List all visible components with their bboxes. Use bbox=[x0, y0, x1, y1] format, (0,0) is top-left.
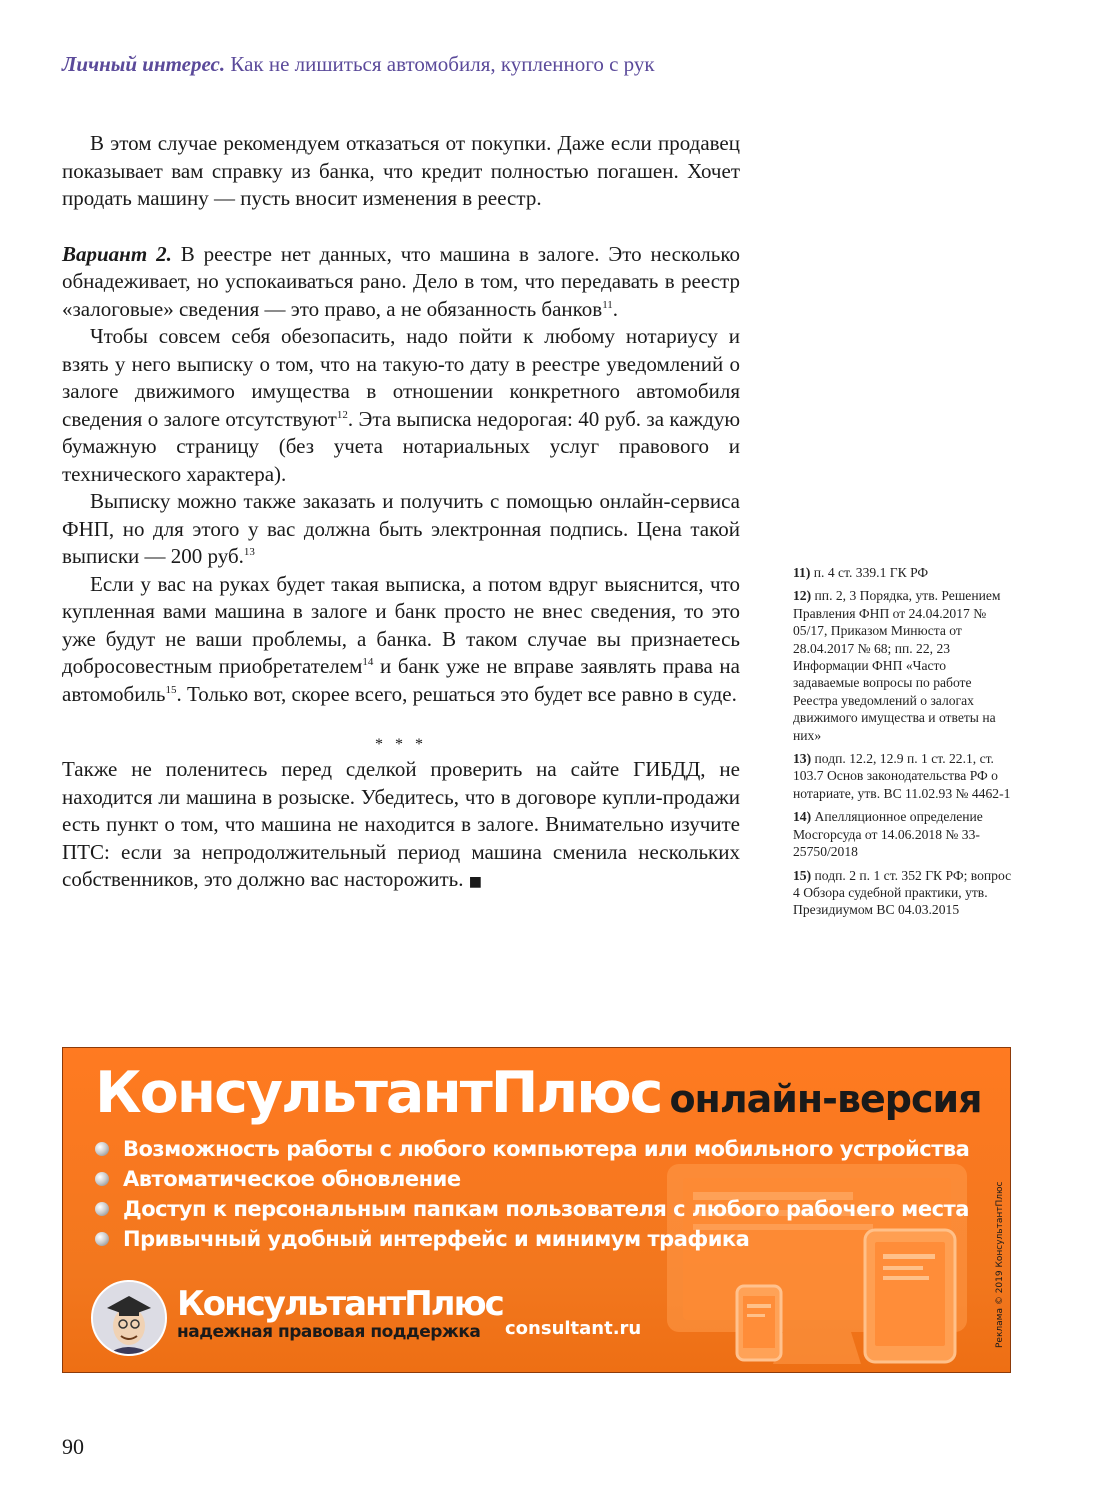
section-title: Личный интерес. bbox=[62, 52, 226, 76]
bullet-icon bbox=[95, 1142, 109, 1156]
footnote-text: пп. 2, 3 Порядка, утв. Решением Правления ФНП от 24.04.2017 № 05/17, Приказом Минюста от 28.04.2017 № 68; пп. 22, 23 Информации ФНП «Часто задаваемые вопросы по работе Реестра уведомлений о залогах движимого имущества и ответы на них» bbox=[793, 588, 1001, 743]
footnote-text: подп. 2 п. 1 ст. 352 ГК РФ; вопрос 4 Обзора судебной практики, утв. Президиумом ВС 04.03.2015 bbox=[793, 867, 1012, 918]
footnote-ref-15[interactable]: 15 bbox=[165, 683, 177, 696]
end-of-article-icon: ■ bbox=[468, 874, 482, 890]
footnote-number: 12) bbox=[793, 588, 812, 604]
paragraph-1: В этом случае рекомендуем отказаться от покупки. Даже если продавец показывает вам справку из банка, что кредит полностью погашен. Хочет продать машину — пусть вносит изменения в реестр. bbox=[62, 131, 740, 210]
footnote-number: 11) bbox=[793, 565, 811, 580]
footnote-text: подп. 12.2, 12.9 п. 1 ст. 22.1, ст. 103.7 Основ законодательства РФ о нотариате, утв. ВС 11.02.93 № 4462-1 bbox=[793, 751, 1011, 801]
ad-feature-text: Привычный удобный интерфейс и минимум трафика bbox=[123, 1227, 750, 1251]
footnote-number: 14) bbox=[793, 809, 812, 825]
ad-url-link[interactable]: consultant.ru bbox=[505, 1318, 642, 1339]
professor-avatar-icon bbox=[91, 1280, 167, 1356]
ad-feature-list bbox=[95, 1134, 969, 1254]
ad-subtitle: онлайн-версия bbox=[669, 1077, 982, 1121]
footnote-14 bbox=[793, 808, 1015, 860]
footnote-number: 15) bbox=[793, 867, 812, 883]
footnote-11 bbox=[793, 564, 1015, 581]
paragraph-2-text: В реестре нет данных, что машина в залоге. Это несколько обнадеживает, но успокаиваться рано. Дело в том, что передавать в реестр «залоговые» сведения — это право, а не обязанность банков bbox=[62, 241, 741, 321]
article-body bbox=[62, 130, 740, 897]
footnote-text: Апелляционное определение Мосгорсуда от 14.06.2018 № 33-25750/2018 bbox=[793, 809, 983, 860]
bullet-icon bbox=[95, 1202, 109, 1216]
ad-logo bbox=[177, 1286, 503, 1342]
paragraph-6 bbox=[62, 756, 740, 897]
footnote-15 bbox=[793, 867, 1015, 919]
ad-feature bbox=[95, 1224, 969, 1254]
running-header bbox=[62, 52, 655, 77]
bullet-icon bbox=[95, 1172, 109, 1186]
variant-lead: Вариант 2. bbox=[62, 241, 172, 266]
paragraph-4 bbox=[62, 488, 740, 571]
paragraph-6-text: Также не поленитесь перед сделкой проверить на сайте ГИБДД, не находится ли машина в розыске. Убедитесь, что в договоре купли-продажи есть пункт о том, что машина не находится в залоге. Внимательно изучите ПТС: если за непродолжительный период машина сменила нескольких собственников, это должно вас насторожить. bbox=[62, 757, 740, 891]
ad-headline bbox=[95, 1060, 982, 1126]
footnote-ref-11[interactable]: 11 bbox=[602, 298, 613, 311]
footnote-12 bbox=[793, 587, 1015, 744]
paragraph-4-text: Выписку можно также заказать и получить с помощью онлайн-сервиса ФНП, но для этого у вас должна быть электронная подпись. Цена такой выписки — 200 руб. bbox=[62, 489, 740, 568]
ad-brand: КонсультантПлюс bbox=[95, 1060, 662, 1126]
logo-name: КонсультантПлюс bbox=[177, 1284, 503, 1324]
ad-feature-text: Доступ к персональным папкам пользователя с любого рабочего места bbox=[123, 1197, 969, 1221]
section-separator: * * * bbox=[375, 736, 427, 753]
ad-feature-text: Возможность работы с любого компьютера или мобильного устройства bbox=[123, 1137, 970, 1161]
logo-tagline: надежная правовая поддержка bbox=[177, 1322, 481, 1342]
paragraph-variant-2 bbox=[62, 241, 740, 324]
bullet-icon bbox=[95, 1232, 109, 1246]
paragraph-2-end: . bbox=[612, 296, 619, 321]
paragraph-5-text-a: Если у вас на руках будет такая выписка, а потом вдруг выяснится, что купленная вами машина в залоге и банк просто не внес сведения, то это уже будут не ваши проблемы, а банка. В таком случае вы признаетесь добросовестным приобретателем bbox=[62, 571, 740, 678]
footnote-number: 13) bbox=[793, 751, 812, 767]
footnote-ref-14[interactable]: 14 bbox=[362, 656, 374, 668]
paragraph-3 bbox=[62, 323, 740, 488]
footnote-ref-13[interactable]: 13 bbox=[243, 546, 255, 558]
ad-copyright: Реклама © 2019 КонсультантПлюс bbox=[995, 1181, 1005, 1348]
paragraph-5-text-c: . Только вот, скорее всего, решаться это будет все равно в суде. bbox=[176, 681, 737, 706]
footnote-text: п. 4 ст. 339.1 ГК РФ bbox=[813, 565, 929, 580]
paragraph-5 bbox=[62, 571, 740, 709]
ad-feature bbox=[95, 1134, 969, 1164]
section-subtitle: Как не лишиться автомобиля, купленного с рук bbox=[230, 52, 655, 76]
consultant-plus-ad-banner[interactable] bbox=[62, 1047, 1011, 1373]
ad-feature bbox=[95, 1194, 969, 1224]
footnote-13 bbox=[793, 750, 1015, 802]
paragraph-3-text: Чтобы совсем себя обезопасить, надо пойти к любому нотариусу и взять у него выписку о том, что на такую-то дату в реестре уведомлений о залоге движимого имущества в отношении конкретного автомобиля сведения о залоге отсутствуют bbox=[62, 324, 740, 431]
footnotes bbox=[793, 564, 1015, 925]
page-number: 90 bbox=[62, 1434, 84, 1459]
ad-feature-text: Автоматическое обновление bbox=[123, 1167, 461, 1191]
ad-feature bbox=[95, 1164, 969, 1194]
paragraph-3-end: . Эта выписка недорогая: 40 руб. за каждую бумажную страницу (без учета нотариальных услуг правового и технического характера). bbox=[62, 406, 741, 486]
paragraph-5-text-b: и банк уже не вправе заявлять права на автомобиль bbox=[62, 654, 740, 706]
footnote-ref-12[interactable]: 12 bbox=[336, 408, 348, 421]
